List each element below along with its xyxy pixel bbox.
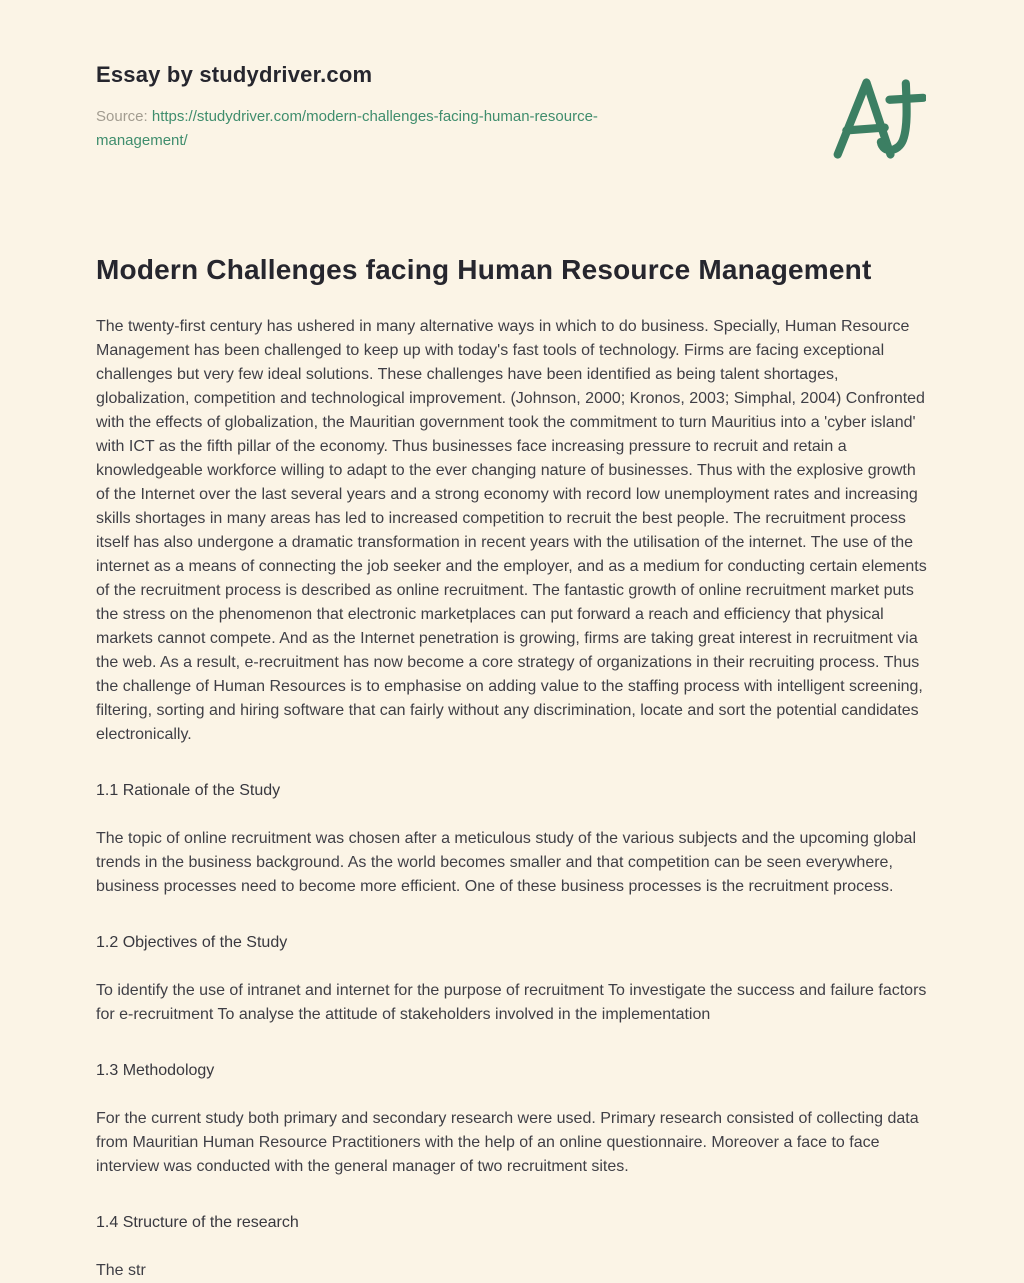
section-heading: 1.3 Methodology: [96, 1062, 215, 1079]
source-label: Source:: [96, 108, 148, 125]
article-paragraph: To identify the use of intranet and internet for the purpose of recruitment To investigate the success and failure factors for e-recruitment To analyse the attitude of stakeholders involved in the implementation: [96, 982, 927, 1023]
source-line: [96, 105, 686, 153]
source-link[interactable]: https://studydriver.com/modern-challenges-facing-human-resource-management/: [96, 108, 598, 149]
article-paragraph: The topic of online recruitment was chosen after a meticulous study of the various subjects and the upcoming global trends in the business background. As the world becomes smaller and that competition can be seen everywhere, business processes need to become more efficient. One of these business processes is the recruitment process.: [96, 830, 917, 895]
essay-title: Modern Challenges facing Human Resource Management: [96, 254, 872, 285]
article-paragraph: For the current study both primary and secondary research were used. Primary research consisted of collecting data from Mauritian Human Resource Practitioners with the help of an online questionnaire. Moreover a face to face interview was conducted with the general manager of two recruitment sites.: [96, 1110, 919, 1175]
article-paragraph: The str: [96, 1262, 146, 1279]
section-heading: 1.2 Objectives of the Study: [96, 934, 288, 951]
essay-byline: Essay by studydriver.com: [96, 62, 373, 87]
section-heading: 1.1 Rationale of the Study: [96, 782, 281, 799]
studydriver-logo-icon: [830, 70, 926, 166]
section-heading: 1.4 Structure of the research: [96, 1214, 299, 1231]
page-header: [96, 62, 928, 153]
article-paragraph: The twenty-first century has ushered in many alternative ways in which to do business. Specially, Human Resource Management has been challenged to keep up with today's fast tools of technology. Firms are facing exceptional challenges but very few ideal solutions. These challenges have been identified as being talent shortages, globalization, competition and technological improvement. (Johnson, 2000; Kronos, 2003; Simphal, 2004) Confronted with the effects of globalization, the Mauritian government took the commitment to turn Mauritius into a 'cyber island' with ICT as the fifth pillar of the economy. Thus businesses face increasing pressure to recruit and retain a knowledgeable workforce willing to adapt to the ever changing nature of businesses. Thus with the explosive growth of the Internet over the last several years and a strong economy with record low unemployment rates and increasing skills shortages in many areas has led to increased competition to recruit the best people. The recruitment process itself has also undergone a dramatic transformation in recent years with the utilisation of the internet. The use of the internet as a means of connecting the job seeker and the employer, and as a medium for conducting certain elements of the recruitment process is described as online recruitment. The fantastic growth of online recruitment market puts the stress on the phenomenon that electronic marketplaces can put forward a reach and efficiency that physical markets cannot compete. And as the Internet penetration is growing, firms are taking great interest in recruitment via the web. As a result, e-recruitment has now become a core strategy of organizations in their recruiting process. Thus the challenge of Human Resources is to emphasise on adding value to the staffing process with intelligent screening, filtering, sorting and hiring software that can fairly without any discrimination, locate and sort the potential candidates electronically.: [96, 318, 927, 743]
article-body: [96, 315, 928, 1283]
